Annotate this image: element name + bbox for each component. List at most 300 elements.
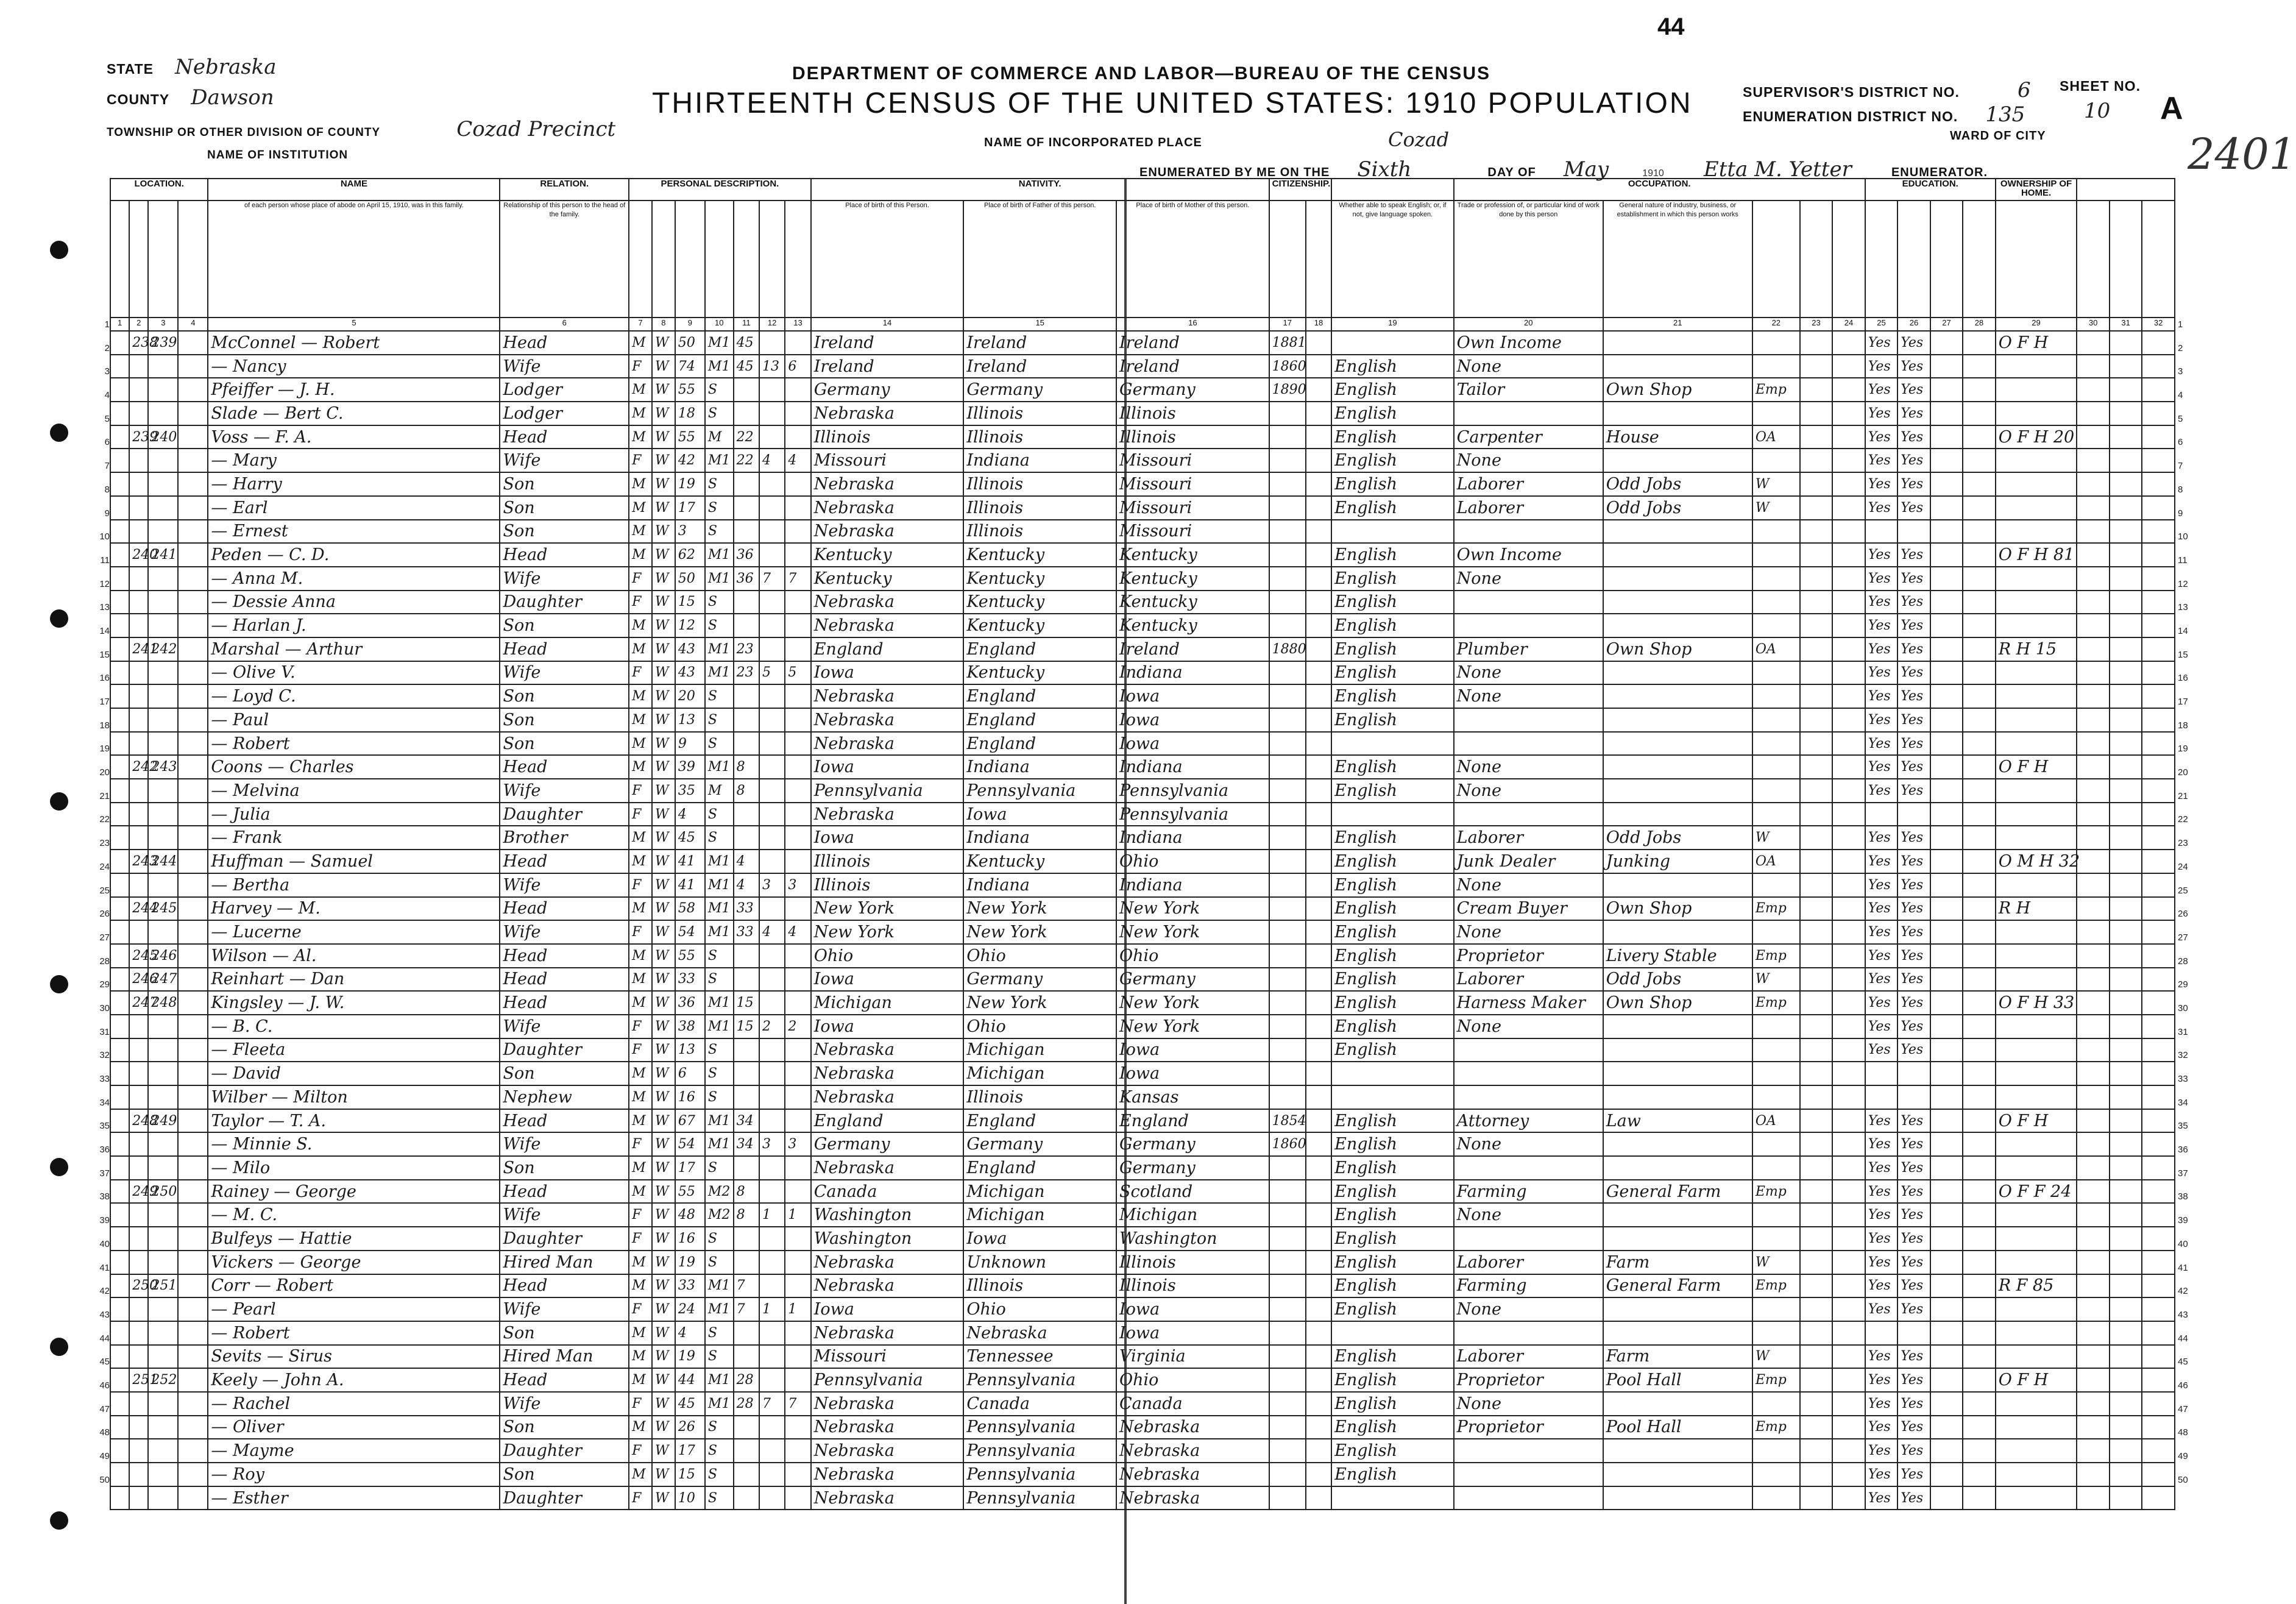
occupation-header: OCCUPATION. — [1454, 179, 1865, 200]
cell-yrs: 4 — [734, 873, 759, 897]
cell-empty — [178, 1062, 208, 1085]
cell-sex: M — [629, 1109, 652, 1133]
cell-write: Yes — [1897, 1486, 1930, 1510]
enumeration-district-field — [1743, 102, 2025, 127]
cell-empty — [178, 1416, 208, 1439]
cell-lang — [1331, 1486, 1454, 1510]
cell-own — [1996, 472, 2077, 496]
cell-empty — [2142, 331, 2175, 355]
cell-empty — [1800, 520, 1832, 544]
cell-pob: Missouri — [811, 449, 964, 472]
cell-name: — Dessie Anna — [208, 591, 500, 614]
cell-empty — [2110, 1062, 2142, 1085]
row-number: 34 — [2178, 1097, 2188, 1108]
cell-empty — [1963, 1321, 1996, 1345]
cell-empty — [1800, 684, 1832, 708]
cell-empty — [2110, 1439, 2142, 1463]
enumerator-name: Etta M. Yetter — [1703, 157, 1852, 182]
cell-pob: Nebraska — [811, 472, 964, 496]
cell-fam: 239 — [148, 331, 178, 355]
cell-empty — [1832, 1392, 1865, 1416]
cell-empty — [2142, 755, 2175, 779]
cell-ms: M2 — [705, 1180, 734, 1204]
cell-yrs — [734, 1251, 759, 1274]
cell-own — [1996, 355, 2077, 378]
row-number: 22 — [99, 814, 110, 825]
cell-own — [1996, 378, 2077, 402]
cell-empty — [2142, 1439, 2175, 1463]
cell-empty — [1306, 1416, 1331, 1439]
cell-lang: English — [1331, 1274, 1454, 1298]
cell-ind: Odd Jobs — [1603, 826, 1752, 850]
cell-pobf: Iowa — [963, 1227, 1116, 1251]
cell-yrs: 36 — [734, 543, 759, 567]
cell-name: Reinhart — Dan — [208, 968, 500, 992]
sheet-letter: A — [2160, 91, 2183, 126]
cell-empty — [1832, 850, 1865, 873]
cell-age: 45 — [675, 826, 705, 850]
cell-imm — [1269, 1345, 1306, 1369]
cell-born — [759, 803, 785, 826]
cell-race: W — [652, 1321, 675, 1345]
cell-yrs — [734, 591, 759, 614]
cell-empty — [178, 1015, 208, 1038]
row-number: 12 — [99, 578, 110, 589]
cell-emp: W — [1752, 496, 1800, 520]
cell-empty — [178, 1156, 208, 1180]
cell-dw — [129, 1038, 148, 1062]
cell-pobf: Pennsylvania — [963, 779, 1116, 803]
cell-empty — [110, 331, 129, 355]
cell-empty — [178, 355, 208, 378]
cell-empty — [1930, 1345, 1963, 1369]
cell-dw — [129, 873, 148, 897]
cell-own: O F F 24 — [1996, 1180, 2077, 1204]
cell-empty — [110, 1274, 129, 1298]
cell-imm — [1269, 1416, 1306, 1439]
cell-born — [759, 1439, 785, 1463]
cell-own: O F H — [1996, 1109, 2077, 1133]
cell-yrs: 4 — [734, 850, 759, 873]
cell-rel: Son — [500, 1463, 629, 1486]
row-number: 20 — [99, 767, 110, 778]
cell-lang: English — [1331, 850, 1454, 873]
cell-imm — [1269, 496, 1306, 520]
cell-read — [1865, 803, 1897, 826]
row-number: 9 — [104, 508, 110, 519]
cell-race: W — [652, 1345, 675, 1369]
cell-age: 36 — [675, 991, 705, 1015]
cell-race: W — [652, 684, 675, 708]
cell-yrs — [734, 708, 759, 732]
cell-empty — [1800, 803, 1832, 826]
cell-sex: F — [629, 1015, 652, 1038]
cell-empty — [110, 920, 129, 944]
cell-pobf: Pennsylvania — [963, 1439, 1116, 1463]
cell-dw — [129, 920, 148, 944]
cell-rel: Daughter — [500, 591, 629, 614]
cell-empty — [1832, 331, 1865, 355]
cell-empty — [110, 779, 129, 803]
cell-empty — [1963, 1015, 1996, 1038]
cell-name: — Minnie S. — [208, 1132, 500, 1156]
cell-empty — [1800, 1297, 1832, 1321]
cell-own: O F H 33 — [1996, 991, 2077, 1015]
cell-empty — [178, 496, 208, 520]
cell-dw — [129, 1486, 148, 1510]
row-number: 25 — [2178, 885, 2188, 896]
cell-empty — [110, 1062, 129, 1085]
cell-name: — Mayme — [208, 1439, 500, 1463]
cell-fam: 243 — [148, 755, 178, 779]
cell-fam: 241 — [148, 543, 178, 567]
cell-empty — [2077, 1297, 2109, 1321]
cell-ind — [1603, 331, 1752, 355]
cell-pobf: Ohio — [963, 944, 1116, 968]
cell-empty — [1963, 402, 1996, 425]
cell-empty — [178, 637, 208, 661]
cell-emp — [1752, 591, 1800, 614]
cell-empty — [2110, 355, 2142, 378]
cell-born: 13 — [759, 355, 785, 378]
cell-name: — Harlan J. — [208, 614, 500, 637]
cell-read: Yes — [1865, 1368, 1897, 1392]
cell-imm: 1860 — [1269, 1132, 1306, 1156]
cell-empty — [2077, 873, 2109, 897]
cell-trade: Laborer — [1454, 496, 1603, 520]
cell-empty — [110, 1297, 129, 1321]
row-number: 41 — [2178, 1262, 2188, 1273]
cell-empty — [1930, 331, 1963, 355]
cell-own — [1996, 1015, 2077, 1038]
cell-empty — [1930, 1416, 1963, 1439]
cell-ind: Own Shop — [1603, 897, 1752, 921]
cell-pob: Nebraska — [811, 1251, 964, 1274]
cell-fam: 249 — [148, 1109, 178, 1133]
cell-pobm: Missouri — [1116, 496, 1269, 520]
cell-empty — [1832, 1038, 1865, 1062]
cell-empty — [1800, 1392, 1832, 1416]
cell-empty — [1832, 472, 1865, 496]
county-label: COUNTY — [107, 91, 170, 107]
cell-read: Yes — [1865, 614, 1897, 637]
cell-trade: None — [1454, 567, 1603, 591]
cell-born — [759, 708, 785, 732]
cell-born: 3 — [759, 873, 785, 897]
table-row — [110, 1321, 2175, 1345]
cell-empty — [1306, 873, 1331, 897]
cell-pobf: England — [963, 684, 1116, 708]
cell-fam — [148, 1297, 178, 1321]
cell-empty — [1306, 355, 1331, 378]
cell-living — [785, 968, 810, 992]
cell-empty — [1800, 920, 1832, 944]
row-number: 19 — [2178, 743, 2188, 754]
cell-empty — [2110, 684, 2142, 708]
row-number: 22 — [2178, 814, 2188, 825]
ownership-header: OWNERSHIP OF HOME. — [1996, 179, 2077, 200]
cell-pobf: Illinois — [963, 425, 1116, 449]
cell-rel: Son — [500, 684, 629, 708]
cell-yrs: 7 — [734, 1297, 759, 1321]
cell-empty — [2077, 378, 2109, 402]
cell-yrs: 33 — [734, 897, 759, 921]
cell-age: 42 — [675, 449, 705, 472]
cell-empty — [1306, 1109, 1331, 1133]
cell-imm — [1269, 826, 1306, 850]
cell-own: O F H — [1996, 331, 2077, 355]
row-number: 5 — [104, 413, 110, 424]
cell-emp: Emp — [1752, 944, 1800, 968]
cell-rel: Wife — [500, 567, 629, 591]
cell-lang: English — [1331, 1392, 1454, 1416]
cell-born: 5 — [759, 661, 785, 685]
cell-rel: Son — [500, 496, 629, 520]
cell-empty — [2077, 496, 2109, 520]
cell-empty — [178, 378, 208, 402]
cell-empty — [178, 1251, 208, 1274]
cell-write: Yes — [1897, 1203, 1930, 1227]
cell-empty — [2077, 1109, 2109, 1133]
row-number: 1 — [2178, 319, 2183, 330]
cell-pobf: Illinois — [963, 1274, 1116, 1298]
cell-empty — [1930, 1463, 1963, 1486]
cell-ms: S — [705, 591, 734, 614]
cell-ms: S — [705, 520, 734, 544]
cell-empty — [2077, 1203, 2109, 1227]
cell-sex: M — [629, 897, 652, 921]
cell-empty — [110, 850, 129, 873]
cell-pobm: Pennsylvania — [1116, 803, 1269, 826]
cell-rel: Son — [500, 732, 629, 756]
cell-dw — [129, 567, 148, 591]
cell-imm — [1269, 684, 1306, 708]
cell-own — [1996, 803, 2077, 826]
cell-empty — [178, 1109, 208, 1133]
cell-ind: Farm — [1603, 1251, 1752, 1274]
cell-empty — [2077, 1038, 2109, 1062]
cell-imm — [1269, 472, 1306, 496]
cell-pob: Nebraska — [811, 520, 964, 544]
cell-born — [759, 684, 785, 708]
cell-pobm: Missouri — [1116, 472, 1269, 496]
cell-trade — [1454, 1156, 1603, 1180]
cell-pob: Ireland — [811, 331, 964, 355]
cell-empty — [1963, 684, 1996, 708]
institution-label: NAME OF INSTITUTION — [207, 149, 349, 161]
cell-ind: Own Shop — [1603, 637, 1752, 661]
table-row — [110, 968, 2175, 992]
cell-empty — [2077, 591, 2109, 614]
cell-trade: Attorney — [1454, 1109, 1603, 1133]
cell-empty — [1963, 920, 1996, 944]
cell-empty — [1930, 402, 1963, 425]
cell-empty — [1963, 1156, 1996, 1180]
cell-fam: 252 — [148, 1368, 178, 1392]
row-number: 28 — [2178, 956, 2188, 967]
cell-empty — [1800, 1416, 1832, 1439]
table-row — [110, 543, 2175, 567]
cell-emp — [1752, 803, 1800, 826]
cell-empty — [2077, 1156, 2109, 1180]
cell-read: Yes — [1865, 708, 1897, 732]
cell-imm — [1269, 1156, 1306, 1180]
cell-empty — [2077, 425, 2109, 449]
pob-mother-desc: Place of birth of Mother of this person. — [1116, 200, 1269, 318]
cell-empty — [2110, 449, 2142, 472]
column-number: 12 — [759, 318, 785, 331]
cell-rel: Son — [500, 1156, 629, 1180]
table-row — [110, 1227, 2175, 1251]
cell-read: Yes — [1865, 637, 1897, 661]
cell-rel: Wife — [500, 1297, 629, 1321]
cell-empty — [2077, 944, 2109, 968]
cell-write: Yes — [1897, 755, 1930, 779]
cell-empty — [1800, 1085, 1832, 1109]
cell-write: Yes — [1897, 449, 1930, 472]
cell-empty — [1800, 1156, 1832, 1180]
cell-rel: Hired Man — [500, 1251, 629, 1274]
cell-fam — [148, 449, 178, 472]
row-number: 10 — [99, 531, 110, 542]
cell-pobf: Indiana — [963, 826, 1116, 850]
cell-own — [1996, 496, 2077, 520]
cell-empty — [178, 402, 208, 425]
cell-pobf: New York — [963, 991, 1116, 1015]
cell-dw — [129, 1132, 148, 1156]
cell-pobm: Missouri — [1116, 449, 1269, 472]
cell-trade: Proprietor — [1454, 1416, 1603, 1439]
cell-dw — [129, 1156, 148, 1180]
cell-dw — [129, 378, 148, 402]
table-row — [110, 1392, 2175, 1416]
cell-yrs — [734, 1439, 759, 1463]
cell-name: Coons — Charles — [208, 755, 500, 779]
cell-age: 19 — [675, 1251, 705, 1274]
cell-sex: F — [629, 355, 652, 378]
cell-empty — [1306, 732, 1331, 756]
cell-rel: Wife — [500, 779, 629, 803]
table-row — [110, 1274, 2175, 1298]
cell-ms: M1 — [705, 873, 734, 897]
cell-living — [785, 803, 810, 826]
cell-lang: English — [1331, 873, 1454, 897]
column-number: 30 — [2077, 318, 2109, 331]
row-number: 35 — [2178, 1121, 2188, 1132]
cell-pobf: Illinois — [963, 472, 1116, 496]
cell-pobm: Nebraska — [1116, 1416, 1269, 1439]
cell-own — [1996, 873, 2077, 897]
cell-empty — [178, 968, 208, 992]
cell-ind — [1603, 355, 1752, 378]
cell-imm — [1269, 543, 1306, 567]
cell-own — [1996, 1251, 2077, 1274]
cell-dw — [129, 1345, 148, 1369]
cell-yrs — [734, 1486, 759, 1510]
cell-empty — [110, 567, 129, 591]
cell-empty — [2077, 661, 2109, 685]
cell-race: W — [652, 897, 675, 921]
cell-race: W — [652, 378, 675, 402]
county-value: Dawson — [191, 85, 274, 110]
cell-lang: English — [1331, 920, 1454, 944]
cell-lang: English — [1331, 543, 1454, 567]
cell-ind — [1603, 1132, 1752, 1156]
cell-age: 20 — [675, 684, 705, 708]
cell-ms: M1 — [705, 1015, 734, 1038]
cell-empty — [2110, 543, 2142, 567]
cell-pobm: Indiana — [1116, 826, 1269, 850]
cell-empty — [110, 1321, 129, 1345]
cell-empty — [178, 1180, 208, 1204]
column-number: 27 — [1930, 318, 1963, 331]
cell-age: 18 — [675, 402, 705, 425]
row-number: 28 — [99, 956, 110, 967]
cell-write: Yes — [1897, 1416, 1930, 1439]
cell-empty — [2142, 684, 2175, 708]
cell-empty — [178, 425, 208, 449]
cell-empty — [1306, 850, 1331, 873]
cell-empty — [1832, 708, 1865, 732]
cell-yrs: 15 — [734, 991, 759, 1015]
cell-pobm: Washington — [1116, 1227, 1269, 1251]
row-number: 27 — [99, 932, 110, 943]
enumeration-district-value: 135 — [1985, 102, 2025, 127]
cell-read: Yes — [1865, 591, 1897, 614]
cell-own — [1996, 614, 2077, 637]
table-row — [110, 1062, 2175, 1085]
row-number: 17 — [2178, 697, 2188, 707]
cell-rel: Head — [500, 425, 629, 449]
cell-pobm: Ireland — [1116, 331, 1269, 355]
cell-empty — [1306, 378, 1331, 402]
cell-pobm: Iowa — [1116, 1062, 1269, 1085]
cell-fam — [148, 873, 178, 897]
cell-empty — [1832, 496, 1865, 520]
cell-lang: English — [1331, 1368, 1454, 1392]
cell-born — [759, 732, 785, 756]
cell-pobm: Kansas — [1116, 1085, 1269, 1109]
table-row — [110, 1038, 2175, 1062]
cell-empty — [1963, 708, 1996, 732]
cell-lang: English — [1331, 661, 1454, 685]
cell-born — [759, 968, 785, 992]
cell-empty — [2077, 1463, 2109, 1486]
cell-empty — [1963, 614, 1996, 637]
cell-empty — [2142, 378, 2175, 402]
cell-empty — [178, 826, 208, 850]
cell-empty — [2077, 803, 2109, 826]
cell-trade — [1454, 1062, 1603, 1085]
column-number: 6 — [500, 318, 629, 331]
cell-fam — [148, 920, 178, 944]
cell-empty — [1963, 779, 1996, 803]
cell-dw: 248 — [129, 1109, 148, 1133]
cell-empty — [110, 1203, 129, 1227]
cell-rel: Head — [500, 850, 629, 873]
page-number: 44 — [1657, 13, 1685, 40]
row-number: 40 — [2178, 1238, 2188, 1249]
cell-empty — [1800, 1132, 1832, 1156]
cell-trade: Laborer — [1454, 1345, 1603, 1369]
row-number: 18 — [2178, 720, 2188, 731]
cell-empty — [2077, 449, 2109, 472]
cell-living — [785, 1156, 810, 1180]
cell-empty — [1930, 1439, 1963, 1463]
cell-rel: Wife — [500, 1132, 629, 1156]
cell-living — [785, 520, 810, 544]
cell-empty — [2110, 1416, 2142, 1439]
